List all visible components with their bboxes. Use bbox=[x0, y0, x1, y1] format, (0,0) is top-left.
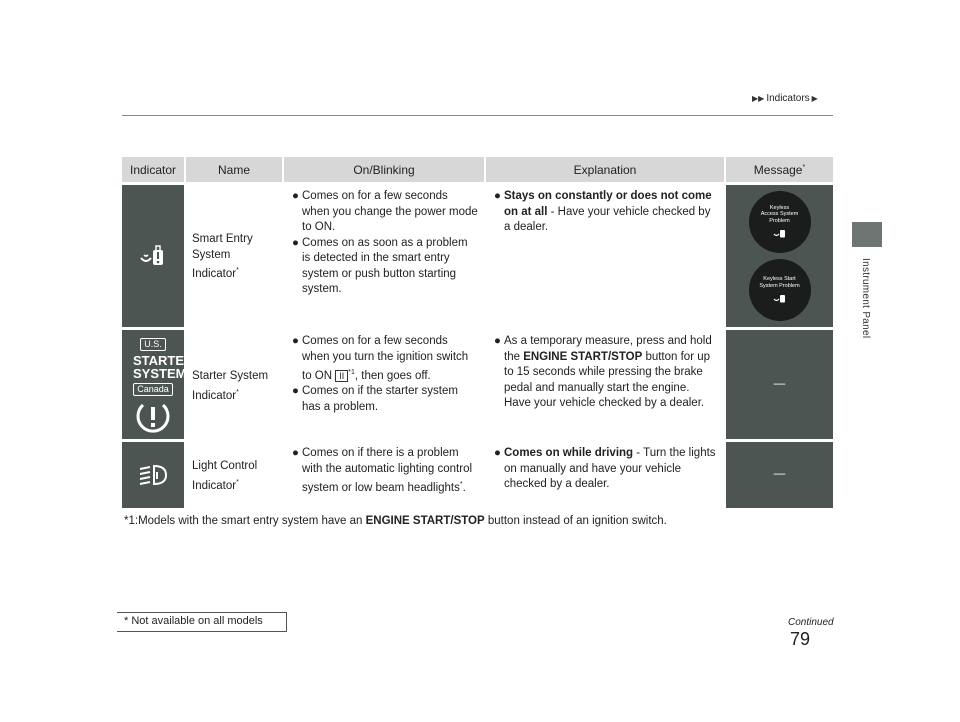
message-header-label: Message bbox=[753, 162, 803, 177]
footnote-mark: * bbox=[802, 163, 806, 171]
bullet-icon: ● bbox=[494, 190, 501, 202]
footnote-text: *1:Models with the smart entry system have an bbox=[124, 515, 366, 527]
col-header-on-blinking: On/Blinking bbox=[284, 157, 486, 182]
name-cell bbox=[186, 327, 284, 439]
footnote-bold: ENGINE START/STOP bbox=[365, 515, 485, 527]
footnote-mark: * bbox=[459, 481, 463, 488]
explanation-text: - Turn the lights on manually and have your vehicle checked by a dealer. bbox=[504, 447, 716, 490]
header-rule bbox=[122, 115, 833, 116]
bullet-icon: ● bbox=[494, 335, 501, 347]
section-label: Instrument Panel bbox=[860, 258, 871, 339]
message-screen bbox=[749, 259, 811, 321]
indicator-name: Light Control Indicator bbox=[192, 460, 258, 492]
bullet-icon: ● bbox=[494, 447, 501, 459]
indicator-name: Starter System Indicator bbox=[192, 370, 269, 402]
footnote-text: button instead of an ignition switch. bbox=[484, 515, 667, 527]
on-blinking-cell bbox=[284, 439, 486, 508]
on-blinking-text: . bbox=[462, 481, 466, 494]
table-header bbox=[122, 157, 833, 182]
continued-label: Continued bbox=[788, 617, 834, 628]
on-blinking-text: Comes on as soon as a problem is detected in the smart entry system or push button starting system. bbox=[302, 236, 468, 295]
breadcrumb bbox=[752, 93, 818, 104]
footnote-mark: *1 bbox=[348, 369, 355, 376]
smart-entry-key-icon bbox=[772, 292, 788, 304]
table-row bbox=[122, 327, 833, 439]
on-blinking-text: Comes on if the starter system has a problem. bbox=[302, 385, 458, 413]
explanation-cell bbox=[486, 327, 726, 439]
name-cell bbox=[186, 182, 284, 327]
message-none: — bbox=[773, 377, 786, 390]
footnote-mark: * bbox=[236, 478, 239, 486]
indicator-cell bbox=[122, 182, 186, 327]
smart-entry-key-icon bbox=[772, 227, 788, 239]
on-blinking-text: Comes on for a few seconds when you change the power mode to ON. bbox=[302, 190, 478, 233]
canada-badge: Canada bbox=[133, 383, 173, 396]
bullet-icon: ● bbox=[292, 236, 299, 249]
on-blinking-text: , then goes off. bbox=[354, 369, 431, 382]
starter-system-label: STARTER SYSTEM bbox=[133, 353, 194, 381]
explanation-cell bbox=[486, 439, 726, 508]
message-line: System Problem bbox=[759, 282, 800, 289]
message-cell bbox=[726, 327, 833, 439]
on-blinking-text: Comes on for a few seconds when you turn the ignition switch to ON bbox=[302, 335, 469, 382]
bullet-icon: ● bbox=[292, 385, 299, 398]
bullet-icon: ● bbox=[292, 335, 299, 347]
explanation-text: - Have your vehicle checked by a dealer. bbox=[504, 205, 711, 233]
message-line: Keyless bbox=[769, 204, 790, 211]
col-header-name: Name bbox=[186, 157, 284, 182]
footer-note: * Not available on all models bbox=[124, 615, 263, 627]
on-blinking-cell bbox=[284, 182, 486, 327]
message-cell bbox=[726, 182, 833, 327]
triangle-right-icon: ▶▶ bbox=[752, 94, 765, 103]
on-blinking-cell bbox=[284, 327, 486, 439]
message-cell bbox=[726, 439, 833, 508]
explanation-bold: ENGINE START/STOP bbox=[523, 350, 643, 363]
indicator-name: Smart Entry System Indicator bbox=[192, 233, 253, 280]
message-line: Problem bbox=[769, 217, 790, 224]
footnote-mark: * bbox=[236, 388, 239, 396]
table-row bbox=[122, 182, 833, 327]
light-control-icon bbox=[136, 463, 170, 487]
message-line: Keyless Start bbox=[763, 276, 796, 282]
explanation-bold: Stays on constantly or does not come on at all bbox=[504, 190, 712, 218]
page-number: 79 bbox=[790, 629, 811, 649]
breadcrumb-label: Indicators bbox=[766, 93, 810, 104]
name-cell bbox=[186, 439, 284, 508]
col-header-indicator: Indicator bbox=[122, 157, 186, 182]
table-row bbox=[122, 439, 833, 508]
smart-entry-key-icon bbox=[138, 244, 168, 268]
bullet-icon: ● bbox=[292, 190, 299, 202]
ignition-position-box: II bbox=[335, 370, 348, 382]
footnote-mark: * bbox=[236, 267, 239, 274]
col-header-explanation: Explanation bbox=[486, 157, 726, 182]
on-blinking-text: Comes on if there is a problem with the automatic lighting control system or low beam headlights bbox=[302, 447, 473, 494]
indicator-cell bbox=[122, 439, 186, 508]
us-badge: U.S. bbox=[140, 338, 166, 351]
col-header-message bbox=[726, 157, 833, 182]
explanation-cell bbox=[486, 182, 726, 327]
table-footnote bbox=[124, 515, 667, 527]
section-tab bbox=[852, 222, 882, 247]
explanation-text: As a temporary measure, press and hold the bbox=[504, 335, 712, 363]
message-none: — bbox=[773, 468, 786, 481]
indicator-table bbox=[122, 157, 833, 508]
explanation-bold: Comes on while driving bbox=[504, 447, 634, 459]
explanation-text: button for up to 15 seconds while pressing the brake pedal and manually start the engine. Have your vehicle checked by a dealer. bbox=[504, 350, 711, 409]
indicator-cell bbox=[122, 327, 194, 439]
message-screen bbox=[749, 191, 811, 253]
starter-warning-icon bbox=[135, 399, 171, 435]
triangle-right-icon: ▶ bbox=[811, 94, 818, 103]
bullet-icon: ● bbox=[292, 447, 299, 459]
message-line: Access System bbox=[760, 211, 799, 218]
